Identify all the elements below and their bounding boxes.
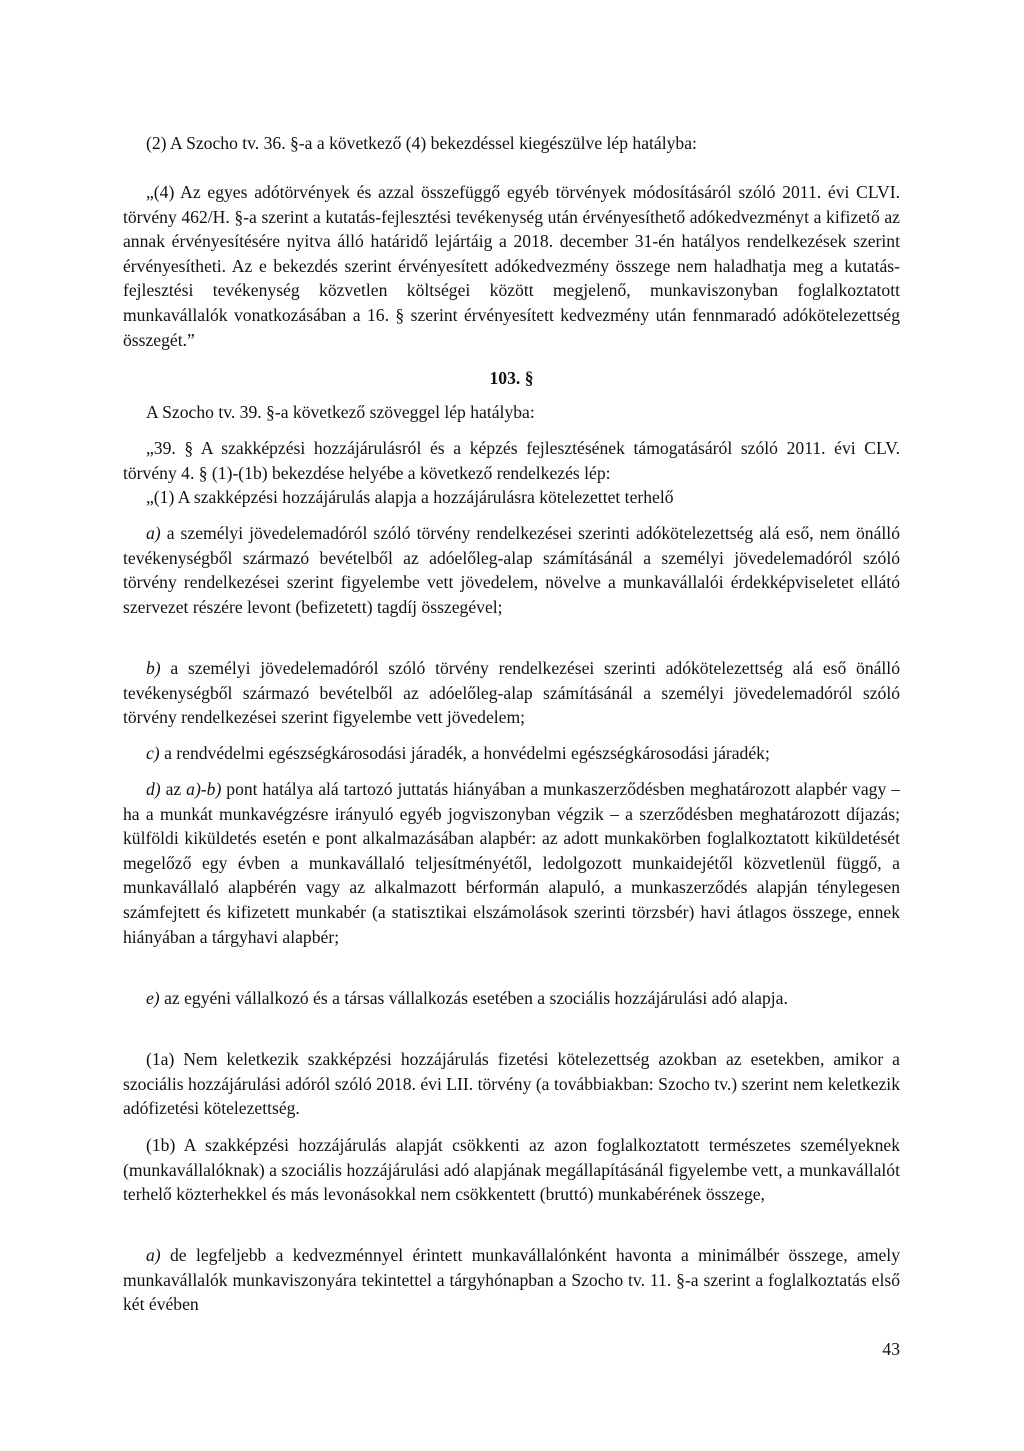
point-1b-a-text: de legfeljebb a kedvezménnyel érintett munkavállalónként havonta a minimálbér összege, amely munkavállalók munkaviszonyára tekintettel a tárgyhónapban a Szocho tv. 11. §-a szerint a foglalkoztatás első két évében (123, 1245, 900, 1315)
point-b-label: b) (146, 658, 161, 678)
point-c (123, 741, 900, 766)
point-a (123, 521, 900, 619)
point-b (123, 656, 900, 730)
point-b-text: a személyi jövedelemadóról szóló törvény rendelkezései szerinti adókötelezettség alá eső önálló tevékenységből származó bevételből az adóelőleg-alap számításánál a személyi jövedelemadóról szóló törvény rendelkezései szerint figyelembe vett jövedelem; (123, 658, 900, 728)
point-d (123, 777, 900, 949)
point-a-text: a személyi jövedelemadóról szóló törvény rendelkezései szerinti adókötelezettség alá eső, nem önálló tevékenységből származó bevételből az adóelőleg-alap számításánál a személyi jövedelemadóról szóló törvény rendelkezései szerint figyelembe vett jövedelem, növelve a munkavállalói érdekképviseletet ellátó szervezet részére levont (befizetett) tagdíj összegével; (123, 523, 900, 617)
paragraph-1b: (1b) A szakképzési hozzájárulás alapját csökkenti az azon foglalkoztatott természetes személyeknek (munkavállalóknak) a szociális hozzájárulási adó alapjának megállapításánál figyelembe vett, a munkavállalót terhelő közterhekkel és más levonásokkal nem csökkentett (bruttó) munkabérének összege, (123, 1135, 900, 1205)
paragraph-4-quote: „(4) Az egyes adótörvények és azzal összefüggő egyéb törvények módosításáról szóló 2011. évi CLVI. törvény 462/H. §-a szerint a kutatás-fejlesztési tevékenység után érvényesíthető adókedvezményt a kifizető az annak érvényesítésére nyitva álló határidő lejártáig a 2018. december 31-én hatályos rendelkezések szerint érvényesítheti. Az e bekezdés szerint érvényesített adókedvezmény összege nem haladhatja meg a kutatás-fejlesztési tevékenység közvetlen költségei között megjelenő, munkaviszonyban foglalkoztatott munkavállalók vonatkozásában a 16. § szerint érvényesített kedvezmény után fennmaradó adókötelezettség összegét.” (123, 182, 900, 350)
paragraph-2: (2) A Szocho tv. 36. §-a a következő (4) bekezdéssel kiegészülve lép hatályba: (146, 133, 697, 153)
point-e-label: e) (146, 988, 160, 1008)
point-d-label: d) (146, 779, 161, 799)
point-d-mid: az (160, 779, 187, 799)
page-number: 43 (882, 1339, 900, 1359)
point-d-text: pont hatálya alá tartozó juttatás hiányában a munkaszerződésben meghatározott alapbér vagy – ha a munkát munkavégzésre irányuló egyéb jogviszonyban végzik – a szerződésben meghatározott díjazás; külföldi kiküldetés esetén e pont alkalmazásában alapbér: az adott munkakörben foglalkoztatott kiküldetését megelőző egy évben a munkavállaló teljesítményétől, ledolgozott munkaidejétől közvetlenül függő, a munkavállaló alapbérén vagy az alkalmazott bérformán alapuló, a munkaszerződés alapján ténylegesen számfejtett és kifizetett munkabér (a statisztikai elszámolások szerinti törzsbér) havi átlagos összege, ennek hiányában a tárgyhavi alapbér; (123, 779, 900, 947)
point-e (123, 986, 900, 1011)
point-c-text: a rendvédelmi egészségkárosodási járadék, a honvédelmi egészségkárosodási járadék; (159, 743, 770, 763)
point-e-text: az egyéni vállalkozó és a társas vállalkozás esetében a szociális hozzájárulási adó alapja. (159, 988, 788, 1008)
paragraph-section-39-quote: „39. § A szakképzési hozzájárulásról és a képzés fejlesztésének támogatásáról szóló 2011. évi CLV. törvény 4. § (1)-(1b) bekezdése helyébe a következő rendelkezés lép: (123, 438, 900, 483)
point-a-label: a) (146, 523, 161, 543)
section-heading: 103. § (489, 368, 534, 388)
point-d-ref: a)-b) (186, 779, 222, 799)
paragraph-1a: (1a) Nem keletkezik szakképzési hozzájárulás fizetési kötelezettség azokban az esetekben, amikor a szociális hozzájárulási adóról szóló 2018. évi LII. törvény (a továbbiakban: Szocho tv.) szerint nem keletkezik adófizetési kötelezettség. (123, 1049, 900, 1119)
point-1b-a-label: a) (146, 1245, 161, 1265)
point-1b-a (123, 1243, 900, 1317)
paragraph-section-39-intro: A Szocho tv. 39. §-a következő szöveggel lép hatályba: (146, 402, 535, 422)
point-c-label: c) (146, 743, 160, 763)
paragraph-1-intro: „(1) A szakképzési hozzájárulás alapja a hozzájárulásra kötelezettet terhelő (146, 487, 674, 507)
